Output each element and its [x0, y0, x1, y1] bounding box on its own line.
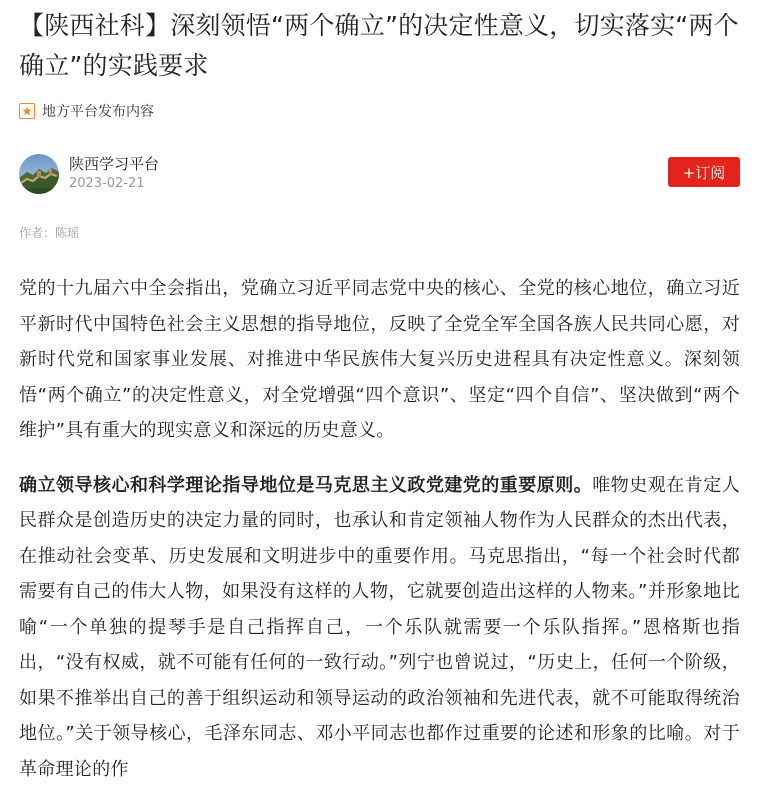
great-wall-avatar-icon	[19, 154, 59, 194]
star-badge-icon	[19, 103, 35, 119]
paragraph-lead: 确立领导核心和科学理论指导地位是马克思主义政党建党的重要原则。	[19, 475, 592, 496]
paragraph-text: 党的十九届六中全会指出，党确立习近平同志党中央的核心、全党的核心地位，确立习近平新时代中国特色社会主义思想的指导地位，反映了全党全军全国各族人民共同心愿，对新时代党和国家事业发展、对推进中华民族伟大复兴历史进程具有决定性意义。深刻领悟“两个确立”的决定性意义，对全党增强“四个意识”、坚定“四个自信”、坚决做到“两个维护”具有重大的现实意义和深远的历史意义。	[19, 278, 740, 441]
source-tag	[19, 100, 740, 122]
article-title: 【陕西社科】深刻领悟“两个确立”的决定性意义，切实落实“两个确立”的实践要求	[19, 0, 740, 86]
source-tag-label: 地方平台发布内容	[42, 101, 154, 121]
byline: 作者：陈瑶	[19, 224, 740, 242]
author-row	[19, 152, 740, 196]
article-paragraph	[19, 468, 740, 787]
avatar[interactable]	[19, 154, 59, 194]
author-name[interactable]: 陕西学习平台	[69, 154, 159, 174]
author-meta	[69, 154, 159, 194]
article-paragraph	[19, 271, 740, 449]
publish-date: 2023-02-21	[69, 174, 159, 194]
paragraph-text: 唯物史观在肯定人民群众是创造历史的决定力量的同时，也承认和肯定领袖人物作为人民群众的杰出代表，在推动社会变革、历史发展和文明进步中的重要作用。马克思指出，“每一个社会时代都需要有自己的伟大人物，如果没有这样的人物，它就要创造出这样的人物来。”并形象地比喻“一个单独的提琴手是自己指挥自己，一个乐队就需要一个乐队指挥。”恩格斯也指出，“没有权威，就不可能有任何的一致行动。”列宁也曾说过，“历史上，任何一个阶级，如果不推举出自己的善于组织运动和领导运动的政治领袖和先进代表，就不可能取得统治地位。”关于领导核心，毛泽东同志、邓小平同志也都作过重要的论述和形象的比喻。对于革命理论的作	[19, 475, 740, 780]
subscribe-button[interactable]: +订阅	[668, 157, 740, 187]
